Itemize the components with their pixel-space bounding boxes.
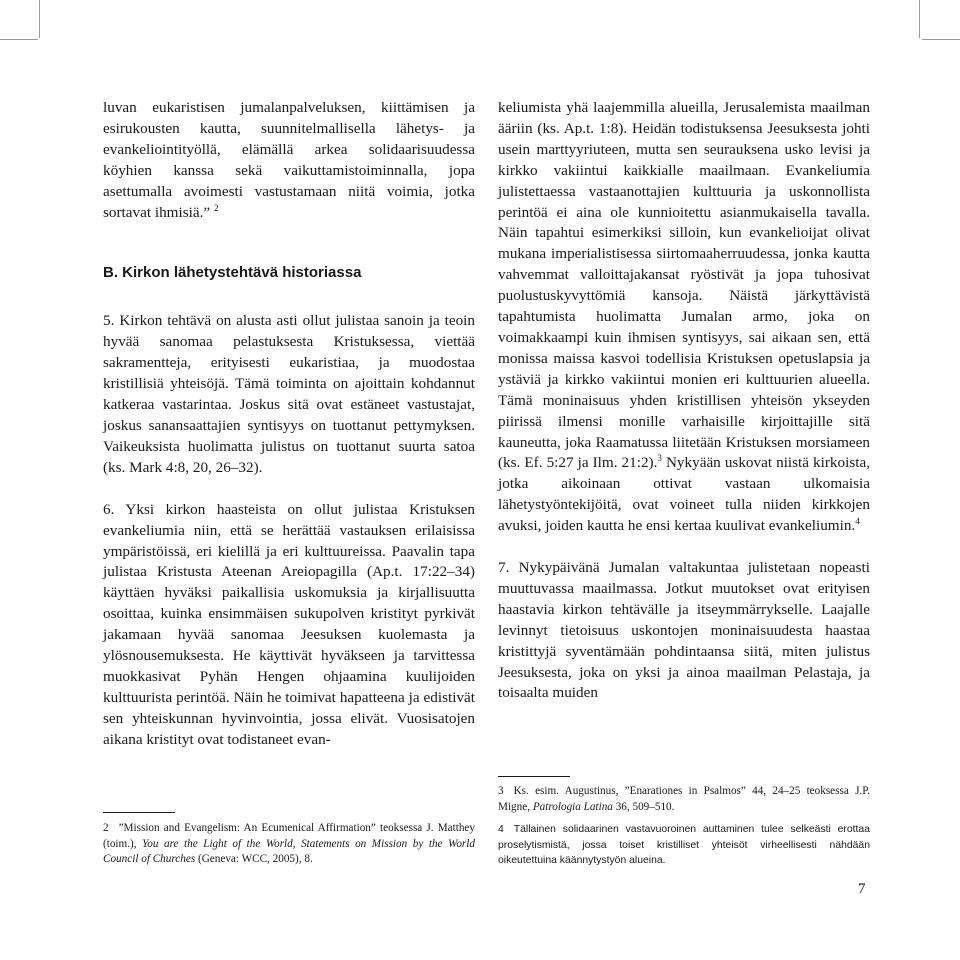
footnote-rule-right xyxy=(498,776,570,777)
footnote-3-number: 3 xyxy=(498,785,504,797)
paragraph-intro-text: luvan eukaristisen jumalanpalveluksen, kiittämisen ja esirukousten kautta, suunnitelmallisella lähetys- ja evankeliointityöllä, elämällä arkea solidaarisuudessa köyhien kanssa sekä vaikuttamistoiminnalla, jopa asettumalla avoimesti vastustamaan niitä voimia, jotka sortavat ihmisiä.” xyxy=(103,99,475,221)
section-heading: B. Kirkon lähetystehtävä historiassa xyxy=(103,264,362,282)
footnote-3-text-b: 36, 509–510. xyxy=(612,800,675,813)
crop-mark-left-top xyxy=(0,39,38,40)
footnote-ref-3[interactable]: 3 xyxy=(657,453,662,464)
paragraph-continued-text-a: keliumista yhä laajemmilla alueilla, Jerusalemista maailman ääriin (ks. Ap.t. 1:8). Heidän todistuksensa Jeesuksesta johti usein marttyyriuteen, mutta sen seurauksena usko levisi ja kirkko vakiintui kaikkialle maailmaan. Evankeliumia julistettaessa vastaanottajien kulttuuria ja uskonnollista perintöä ei aina ole kunnioitettu asianmukaisella tavalla. Näin tapahtui esimerkiksi silloin, kun evankelioijat olivat mukana imperialistisessa siirtomaaherruudessa, jonka kautta vahvemmat valloittajakansat ryöstivät ja jopa tuhosivat puolustuskyvyttömiä kansoja. Näistä järkyttävistä tapahtumista huolimatta Jumalan armo, joka on voimakkaampi kuin ihmisen syntisyys, sai aikaan sen, että monissa maissa kasvoi todellisia Kristuksen opetuslapsia ja ystäviä ja kirkko vakiintui monien eri kulttuurien alueella. Tämä moninaisuus yhden kristillisen yhteisön ykseyden piirissä ilmensi monille varhaisille kirjoittajille sitä kauneutta, joka Raamatussa liitetään Kristuksen morsiameen (ks. Ef. 5:27 ja Ilm. 21:2). xyxy=(498,99,870,472)
footnote-4 xyxy=(498,822,870,869)
footnote-4-text: Tällainen solidaarinen vastavuoroinen auttaminen tulee selkeästi erottaa proselytismistä, jossa toiset kristilliset yhteisöt virheellisesti nähdään oikeutettuina käännytystyön alueina. xyxy=(498,824,870,867)
page-number: 7 xyxy=(858,881,866,897)
paragraph-continued xyxy=(498,98,870,537)
footnote-rule-left xyxy=(103,812,175,813)
footnote-3-text-a: Ks. esim. Augustinus, ”Enarationes in Psalmos” 44, 24–25 teoksessa J.P. Migne, xyxy=(498,785,870,813)
footnote-2-text-b: (Geneva: WCC, 2005), 8. xyxy=(195,853,313,866)
footnote-2-number: 2 xyxy=(103,822,109,834)
paragraph-intro xyxy=(103,98,475,223)
crop-mark-top-left xyxy=(39,0,40,38)
crop-mark-right-top xyxy=(922,39,960,40)
paragraph-6: 6. Yksi kirkon haasteista on ollut julistaa Kristuksen evankeliumia niin, että se herättää vastauksen erilaisissa ympäristöissä, eri kielillä ja eri kulttuureissa. Paavalin tapa julistaa Kristusta Ateenan Areiopagilla (Ap.t. 17:22–34) käyttäen hyväksi paikallisia uskomuksia ja kirjallisuutta osoittaa, kuinka ensimmäisen sukupolven kristityt pyrkivät jakamaan hyvää sanomaa Jeesuksen kuolemasta ja ylösnousemuksesta. He käyttivät hyväkseen ja tarvittessa muokkasivat Pyhän Hengen ohjaamina kuulijoiden kulttuurista perintöä. Näin he toimivat hapatteena ja edistivät sen yhteiskunnan hyvinvointia, jossa elivät. Vuosisatojen aikana kristityt ovat todistaneet evan- xyxy=(103,500,475,748)
footnote-3 xyxy=(498,784,870,815)
footnote-4-number: 4 xyxy=(498,824,504,835)
paragraph-continued-text-b: Nykyään uskovat niistä kirkoista, jotka aikoinaan ottivat vastaan ulkomaisia lähetystyöntekijöitä, ovat voineet tulla niiden kirkkojen avuksi, joiden kautta he ensi kertaa kuulivat evankeliumin. xyxy=(498,454,870,535)
crop-mark-top-right xyxy=(919,0,920,38)
footnote-ref-2[interactable]: 2 xyxy=(213,202,219,213)
footnote-3-title: Patrologia Latina xyxy=(532,800,613,813)
right-column xyxy=(498,98,870,704)
footnote-ref-4[interactable]: 4 xyxy=(855,516,860,527)
footnote-2-title: You are the Light of the World, Statements on Mission by the World Council of Churches xyxy=(103,837,475,866)
footnote-2 xyxy=(103,821,475,868)
left-column xyxy=(103,98,475,751)
paragraph-7: 7. Nykypäivänä Jumalan valtakuntaa julistetaan nopeasti muuttuvassa maailmassa. Jotkut muutokset ovat erityisen haastavia kirkon tehtävälle ja itseymmärrykselle. Laajalle levinnyt tietoisuus uskontojen moninaisuudesta haastaa kristittyjä syventämään pohdintaansa siitä, miten julistus Jeesuksesta, joka on yksi ja ainoa maailman Pelastaja, ja toisaalta muiden xyxy=(498,559,870,702)
paragraph-5: 5. Kirkon tehtävä on alusta asti ollut julistaa sanoin ja teoin hyvää sanomaa pelastuksesta Kristuksessa, viettää sakramentteja, erityisesti eukaristiaa, ja muodostaa kristillisiä yhteisöjä. Tämä toiminta on ajoittain kohdannut katkeraa vastarintaa. Joskus sitä ovat estäneet vastustajat, joskus sanansaattajien syntisyys on tuottanut pettymyksen. Vaikeuksista huolimatta julistus on tuottanut suurta satoa (ks. Mark 4:8, 20, 26–32). xyxy=(103,312,475,476)
footnote-2-text-a: ”Mission and Evangelism: An Ecumenical Affirmation” teoksessa J. Matthey (toim.), xyxy=(103,822,475,850)
